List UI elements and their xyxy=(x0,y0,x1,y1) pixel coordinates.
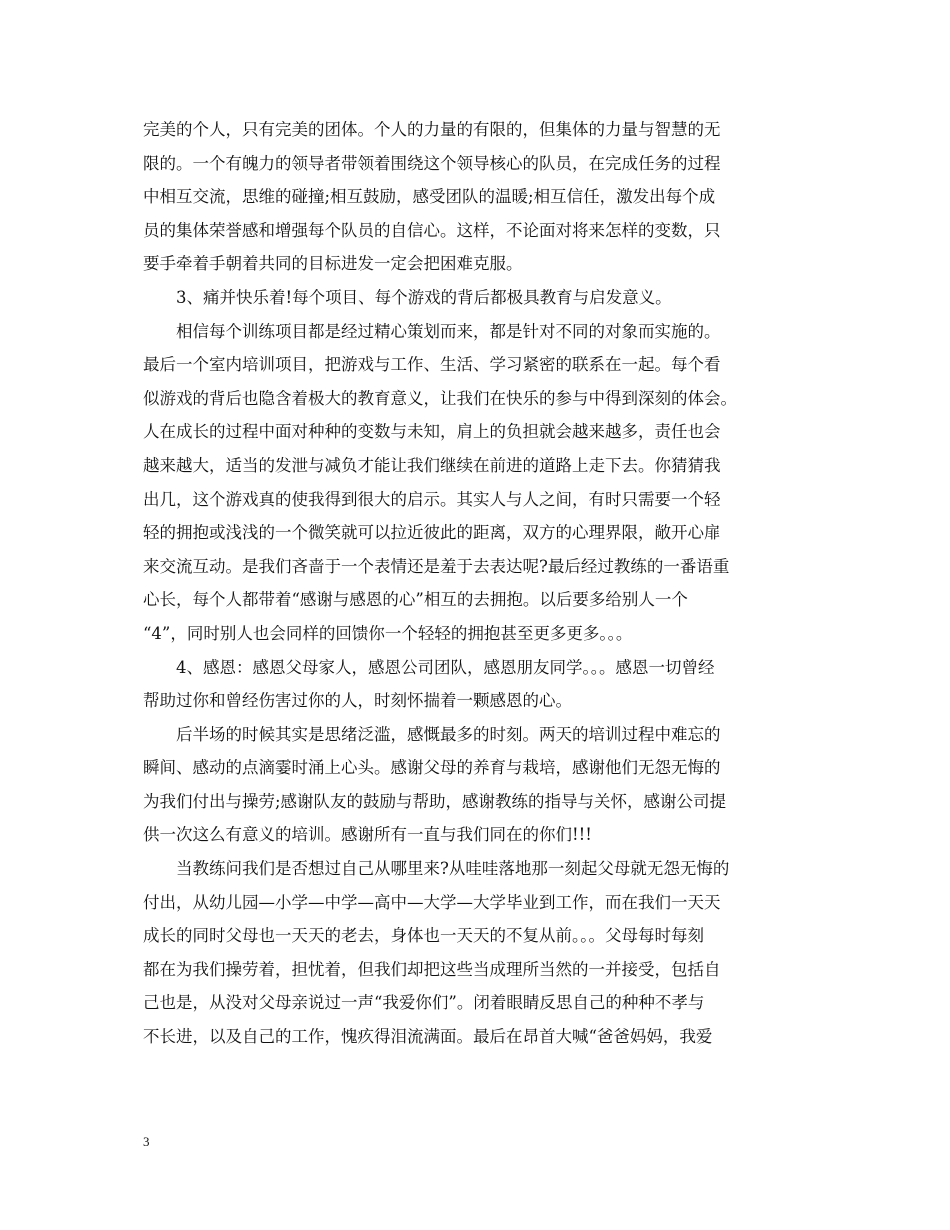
text-line: 完美的个人，只有完美的团体。个人的力量的有限的，但集体的力量与智慧的无 xyxy=(143,120,721,139)
text-line: 中相互交流，思维的碰撞;相互鼓励，感受团队的温暖;相互信任，激发出每个成 xyxy=(143,187,716,207)
page-number: 3 xyxy=(143,1134,150,1149)
text-line: 付出，从幼儿园—小学—中学—高中—大学—大学毕业到工作，而在我们一天天 xyxy=(143,892,721,912)
text-line: 心长，每个人都带着“感谢与感恩的心”相互的去拥抱。以后要多给别人一个 xyxy=(143,590,688,610)
text-line: 不长进，以及自己的工作，愧疚得泪流满面。最后在昂首大喊“爸爸妈妈，我爱 xyxy=(143,1027,713,1047)
text-line: 限的。一个有魄力的领导者带领着围绕这个领导核心的队员，在完成任务的过程 xyxy=(143,153,721,173)
text-line: 为我们付出与操劳;感谢队友的鼓励与帮助，感谢教练的指导与关怀，感谢公司提 xyxy=(143,791,727,811)
text-line: 成长的同时父母也一天天的老去，身体也一天天的不复从前。。。父母每时每刻 xyxy=(143,926,704,946)
section-heading-4: 4、感恩：感恩父母家人，感恩公司团队，感恩朋友同学。。。感恩一切曾经 xyxy=(176,657,715,677)
text-line: 都在为我们操劳着，担忧着，但我们却把这些当成理所当然的一并接受，包括自 xyxy=(143,959,721,979)
text-line: “4”，同时别人也会同样的回馈你一个轻轻的拥抱甚至更多更多。。。 xyxy=(143,623,633,643)
text-line: 来交流互动。是我们吝啬于一个表情还是羞于去表达呢?最后经过教练的一番语重 xyxy=(143,556,730,576)
text-line: 己也是，从没对父母亲说过一声“我爱你们”。闭着眼睛反思自己的种种不孝与 xyxy=(143,993,705,1013)
text-line: 相信每个训练项目都是经过精心策划而来，都是针对不同的对象而实施的。 xyxy=(176,321,721,341)
text-line: 帮助过你和曾经伤害过你的人，时刻怀揣着一颗感恩的心。 xyxy=(143,691,572,711)
text-line: 人在成长的过程中面对种种的变数与未知，肩上的负担就会越来越多，责任也会 xyxy=(143,422,721,442)
text-line: 瞬间、感动的点滴霎时涌上心头。感谢父母的养育与栽培，感谢他们无怨无悔的 xyxy=(143,758,721,778)
text-line: 最后一个室内培训项目，把游戏与工作、生活、学习紧密的联系在一起。每个看 xyxy=(143,355,721,375)
section-heading-3: 3、痛并快乐着!每个项目、每个游戏的背后都极具教育与启发意义。 xyxy=(176,287,672,307)
text-line: 当教练问我们是否想过自己从哪里来?从哇哇落地那一刻起父母就无怨无悔的 xyxy=(176,859,730,879)
text-line: 越来越大，适当的发泄与减负才能让我们继续在前进的道路上走下去。你猜猜我 xyxy=(143,455,721,475)
text-line: 要手牵着手朝着共同的目标进发一定会把困难克服。 xyxy=(143,254,523,274)
document-body xyxy=(143,113,813,1054)
text-line: 后半场的时候其实是思绪泛滥，感慨最多的时刻。两天的培训过程中难忘的 xyxy=(176,724,721,744)
text-line: 出几，这个游戏真的使我得到很大的启示。其实人与人之间，有时只需要一个轻 xyxy=(143,489,721,509)
text-line: 供一次这么有意义的培训。感谢所有一直与我们同在的你们!!! xyxy=(143,825,592,845)
text-line: 似游戏的背后也隐含着极大的教育意义，让我们在快乐的参与中得到深刻的体会。 xyxy=(143,388,737,408)
text-line: 员的集体荣誉感和增强每个队员的自信心。这样，不论面对将来怎样的变数，只 xyxy=(143,220,721,240)
text-line: 轻的拥抱或浅浅的一个微笑就可以拉近彼此的距离，双方的心理界限，敞开心扉 xyxy=(143,523,721,543)
